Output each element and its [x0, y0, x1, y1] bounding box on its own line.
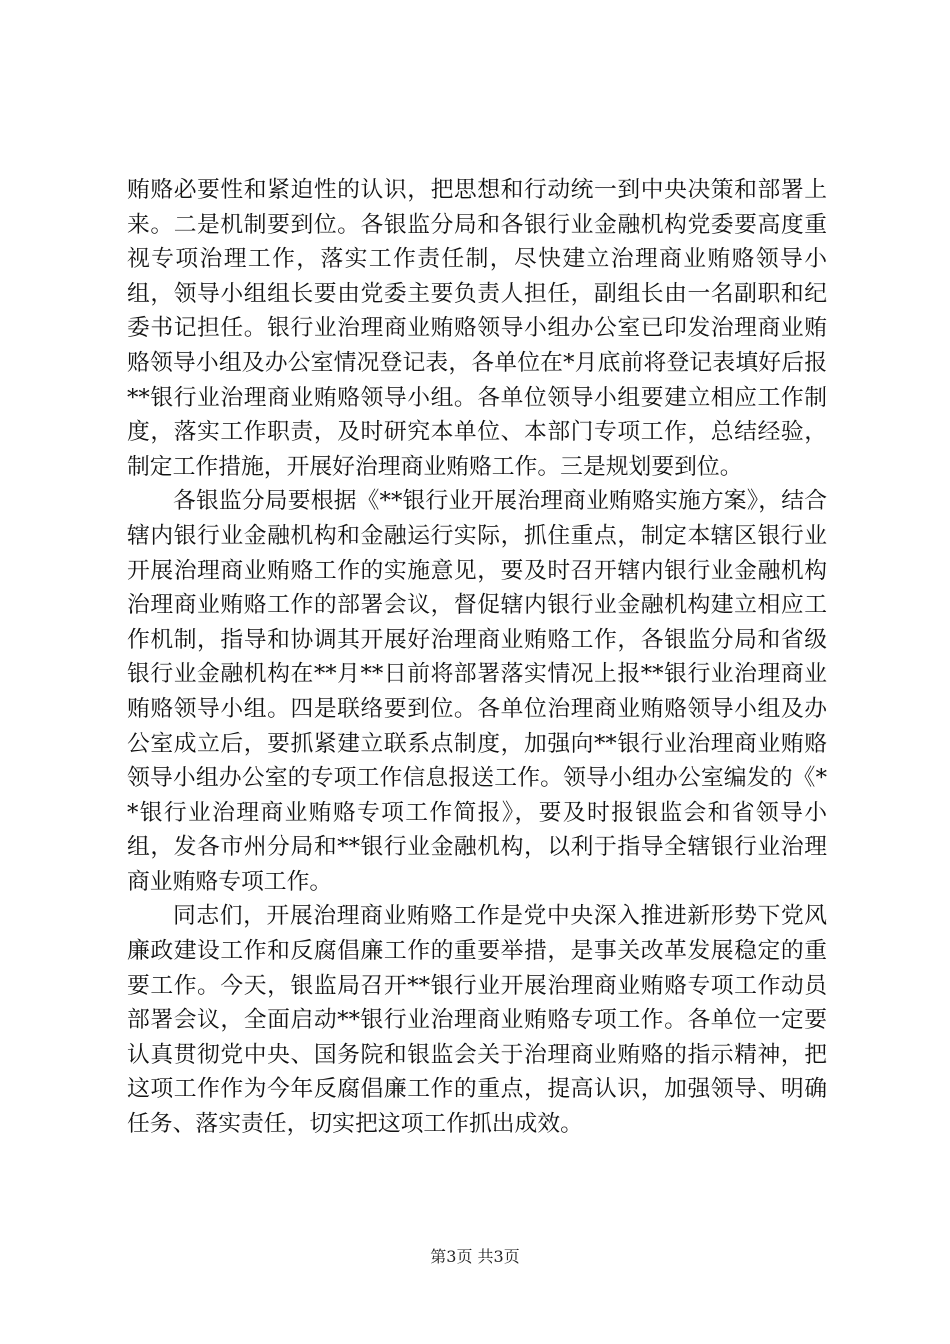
paragraph-continuation: 贿赂必要性和紧迫性的认识，把思想和行动统一到中央决策和部署上来。二是机制要到位。各银监分局和各银行业金融机构党委要高度重视专项治理工作，落实工作责任制，尽快建立治理商业贿赂领导小组，领导小组组长要由党委主要负责人担任，副组长由一名副职和纪委书记担任。银行业治理商业贿赂领导小组办公室已印发治理商业贿赂领导小组及办公室情况登记表，各单位在*月底前将登记表填好后报**银行业治理商业贿赂领导小组。各单位领导小组要建立相应工作制度，落实工作职责，及时研究本单位、本部门专项工作，总结经验，制定工作措施，开展好治理商业贿赂工作。三是规划要到位。 — [127, 177, 827, 480]
paragraph-closing: 同志们，开展治理商业贿赂工作是党中央深入推进新形势下党风廉政建设工作和反腐倡廉工作的重要举措，是事关改革发展稳定的重要工作。今天，银监局召开**银行业开展治理商业贿赂专项工作动员部署会议，全面启动**银行业治理商业贿赂专项工作。各单位一定要认真贯彻党中央、国务院和银监会关于治理商业贿赂的指示精神，把这项工作作为今年反腐倡廉工作的重点，提高认识，加强领导、明确任务、落实责任，切实把这项工作抓出成效。 — [127, 903, 827, 1138]
paragraph-planning-liaison: 各银监分局要根据《**银行业开展治理商业贿赂实施方案》，结合辖内银行业金融机构和金融运行实际，抓住重点，制定本辖区银行业开展治理商业贿赂工作的实施意见，要及时召开辖内银行业金融机构治理商业贿赂工作的部署会议，督促辖内银行业金融机构建立相应工作机制，指导和协调其开展好治理商业贿赂工作，各银监分局和省级银行业金融机构在**月**日前将部署落实情况上报**银行业治理商业贿赂领导小组。四是联络要到位。各单位治理商业贿赂领导小组及办公室成立后，要抓紧建立联系点制度，加强向**银行业治理商业贿赂领导小组办公室的专项工作信息报送工作。领导小组办公室编发的《**银行业治理商业贿赂专项工作简报》，要及时报银监会和省领导小组，发各市州分局和**银行业金融机构，以利于指导全辖银行业治理商业贿赂专项工作。 — [127, 488, 827, 895]
page-footer — [0, 1245, 950, 1269]
document-body — [127, 173, 827, 1142]
page-number: 第3页 共3页 — [430, 1247, 520, 1266]
